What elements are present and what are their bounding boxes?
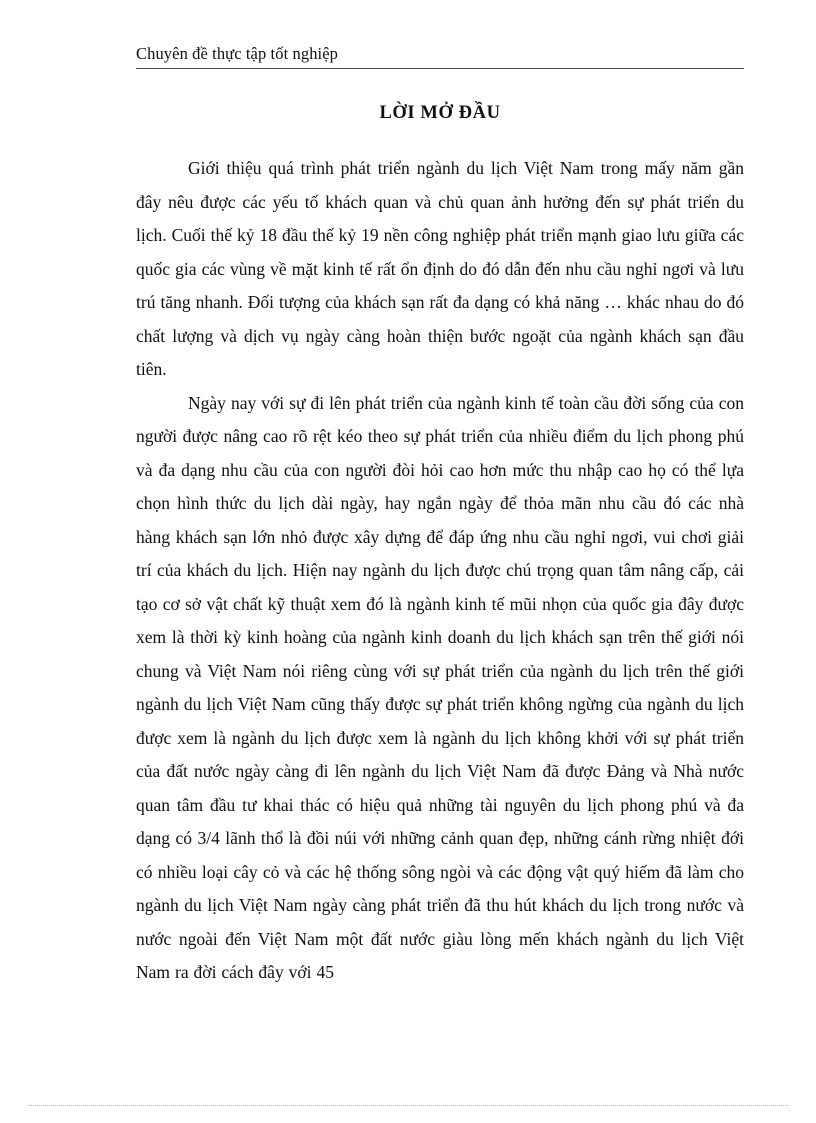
body-paragraph: Giới thiệu quá trình phát triển ngành du lịch Việt Nam trong mấy năm gần đây nêu được các yếu tố khách quan và chủ quan ảnh hưởng đến sự phát triển du lịch. Cuối thế kỷ 18 đầu thế kỷ 19 nền công nghiệp phát triển mạnh giao lưu giữa các quốc gia các vùng về mặt kinh tế rất ổn định do đó dẫn đến nhu cầu nghỉ ngơi và lưu trú tăng nhanh. Đối tượng của khách sạn rất đa dạng có khả năng … khác nhau do đó chất lượng và dịch vụ ngày càng hoàn thiện bước ngoặt của ngành khách sạn đầu tiên.: [136, 158, 744, 379]
body-paragraph: Ngày nay với sự đi lên phát triển của ngành kinh tế toàn cầu đời sống của con người được nâng cao rõ rệt kéo theo sự phát triển của nhiều điểm du lịch phong phú và đa dạng nhu cầu của con người đòi hỏi cao hơn mức thu nhập cao họ có thể lựa chọn hình thức du lịch dài ngày, hay ngắn ngày để thỏa mãn nhu cầu đó các nhà hàng khách sạn lớn nhỏ được xây dựng để đáp ứng nhu cầu nghỉ ngơi, vui chơi giải trí của khách du lịch. Hiện nay ngành du lịch được chú trọng quan tâm nâng cấp, cải tạo cơ sở vật chất kỹ thuật xem đó là ngành kinh tế mũi nhọn của quốc gia đây được xem là thời kỳ kinh hoàng của ngành kinh doanh du lịch khách sạn trên thế giới nói chung và Việt Nam nói riêng cùng với sự phát triển của ngành du lịch trên thế giới ngành du lịch Việt Nam cũng thấy được sự phát triển không ngừng của ngành du lịch được xem là ngành du lịch được xem là ngành du lịch không khởi với sự phát triển của đất nước ngày càng đi lên ngành du lịch Việt Nam đã được Đảng và Nhà nước quan tâm đầu tư khai thác có hiệu quả những tài nguyên du lịch phong phú và đa dạng có 3/4 lãnh thổ là đồi núi với những cảnh quan đẹp, những cánh rừng nhiệt đới có nhiều loại cây cỏ và các hệ thống sông ngòi và các động vật quý hiếm đã làm cho ngành du lịch Việt Nam ngày càng phát triển đã thu hút khách du lịch trong nước và nước ngoài đến Việt Nam một đất nước giàu lòng mến khách ngành du lịch Việt Nam ra đời cách đây với 45: [136, 392, 744, 982]
footer-divider: [28, 1105, 788, 1106]
page-title: LỜI MỞ ĐẦU: [379, 103, 501, 123]
page-content: [136, 44, 744, 990]
running-header: Chuyên đề thực tập tốt nghiệp: [136, 44, 744, 69]
